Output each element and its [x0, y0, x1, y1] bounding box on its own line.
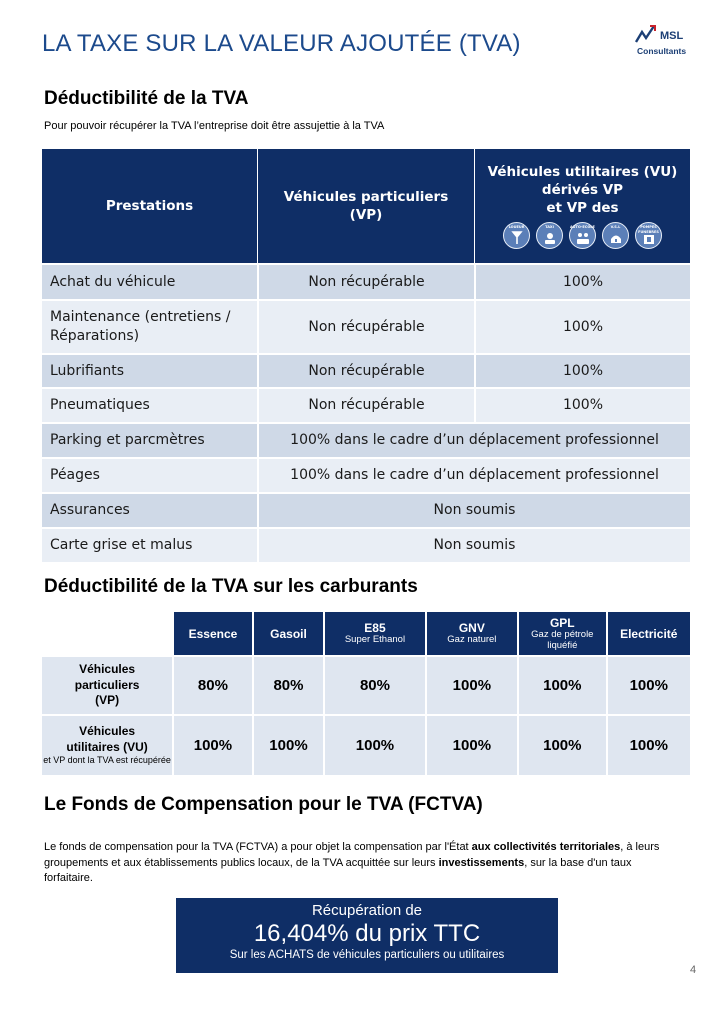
cell-prestation: Parking et parcmètres — [42, 424, 257, 457]
page-title: LA TAXE SUR LA VALEUR AJOUTÉE (TVA) — [42, 30, 521, 57]
cell-prestation: Lubrifiants — [42, 355, 257, 387]
value-cell: 100% — [427, 657, 517, 714]
header-essence: Essence — [174, 612, 252, 655]
table-row — [42, 492, 690, 527]
msl-logo — [634, 24, 696, 60]
fctva-highlight-box — [176, 898, 558, 973]
cell-vu: 100% — [474, 265, 690, 299]
section-heading-carburants: Déductibilité de la TVA sur les carburants — [44, 576, 418, 597]
cell-prestation: Maintenance (entretiens / Réparations) — [42, 301, 257, 353]
tva-deductibility-table — [42, 149, 690, 562]
page-number: 4 — [690, 964, 697, 976]
auto-ecole-icon: AUTO-ECOLE — [569, 222, 596, 249]
cell-merged: Non soumis — [257, 529, 690, 562]
pompes-funebres-icon: POMPES FUNEBRES — [635, 222, 662, 249]
cell-prestation: Achat du véhicule — [42, 265, 257, 299]
table-row — [42, 299, 690, 353]
fuel-table-header — [42, 612, 690, 655]
taxi-icon: TAXI — [536, 222, 563, 249]
value-cell: 100% — [174, 716, 252, 775]
fuel-row-vu — [42, 716, 690, 775]
logo-mark-icon — [634, 24, 660, 46]
header-gpl: GPL Gaz de pétrole liquéfié — [519, 612, 605, 655]
box-line-2: 16,404% du prix TTC — [253, 920, 481, 947]
header-vu: Véhicules utilitaires (VU) dérivés VP et VP des LOUEUR TAXI AUTO-ECOLE V.S.L POMPES FUNEBRES — [474, 149, 690, 263]
row-header-vp: Véhicules particuliers (VP) — [42, 657, 172, 714]
cell-prestation: Assurances — [42, 494, 257, 527]
cell-vu: 100% — [474, 301, 690, 353]
value-cell: 80% — [254, 657, 324, 714]
vsl-icon: V.S.L — [602, 222, 629, 249]
table-row — [42, 263, 690, 299]
cell-vp: Non récupérable — [257, 301, 474, 353]
logo-text-msl: MSL — [660, 30, 684, 42]
box-line-3: Sur les ACHATS de véhicules particuliers ou utilitaires — [229, 949, 505, 961]
table-row — [42, 457, 690, 492]
section-heading-fctva: Le Fonds de Compensation pour le TVA (FCTVA) — [44, 794, 483, 815]
value-cell: 100% — [519, 657, 605, 714]
header-corner — [42, 612, 172, 655]
cell-merged: 100% dans le cadre d’un déplacement professionnel — [257, 424, 690, 457]
value-cell: 100% — [608, 657, 690, 714]
loueur-icon: LOUEUR — [503, 222, 530, 249]
header-e85: E85 Super Ethanol — [325, 612, 424, 655]
fctva-paragraph: Le fonds de compensation pour la TVA (FCTVA) a pour objet la compensation par l'État aux collectivités territoriales, à leurs groupements et aux établissements publics locaux, de la TVA acquittée sur leurs investissements, sur la base d'un taux forfaitaire. — [44, 841, 660, 885]
cell-vp: Non récupérable — [257, 265, 474, 299]
cell-merged: Non soumis — [257, 494, 690, 527]
table-header — [42, 149, 690, 263]
cell-prestation: Péages — [42, 459, 257, 492]
header-electricite: Electricité — [608, 612, 690, 655]
header-gasoil: Gasoil — [254, 612, 324, 655]
value-cell: 100% — [254, 716, 324, 775]
vehicle-type-icons — [503, 222, 662, 249]
section-heading-deductibilite: Déductibilité de la TVA — [44, 88, 249, 109]
table-row — [42, 353, 690, 387]
cell-vu: 100% — [474, 389, 690, 422]
value-cell: 80% — [174, 657, 252, 714]
cell-vp: Non récupérable — [257, 355, 474, 387]
value-cell: 80% — [325, 657, 424, 714]
row-header-vu: Véhicules utilitaires (VU) et VP dont la TVA est récupérée — [42, 716, 172, 775]
table-row — [42, 527, 690, 562]
fuel-row-vp — [42, 657, 690, 714]
value-cell: 100% — [427, 716, 517, 775]
value-cell: 100% — [608, 716, 690, 775]
cell-vp: Non récupérable — [257, 389, 474, 422]
header-prestations: Prestations — [42, 149, 257, 263]
intro-text: Pour pouvoir récupérer la TVA l’entreprise doit être assujettie à la TVA — [44, 120, 385, 132]
logo-text-consultants: Consultants — [637, 46, 687, 56]
table-row — [42, 422, 690, 457]
cell-prestation: Carte grise et malus — [42, 529, 257, 562]
fuel-deductibility-table — [42, 612, 690, 775]
table-row — [42, 387, 690, 422]
header-gnv: GNV Gaz naturel — [427, 612, 517, 655]
value-cell: 100% — [325, 716, 424, 775]
header-vp: Véhicules particuliers (VP) — [257, 149, 474, 263]
box-line-1: Récupération de — [311, 902, 423, 919]
cell-merged: 100% dans le cadre d’un déplacement professionnel — [257, 459, 690, 492]
cell-vu: 100% — [474, 355, 690, 387]
cell-prestation: Pneumatiques — [42, 389, 257, 422]
value-cell: 100% — [519, 716, 605, 775]
